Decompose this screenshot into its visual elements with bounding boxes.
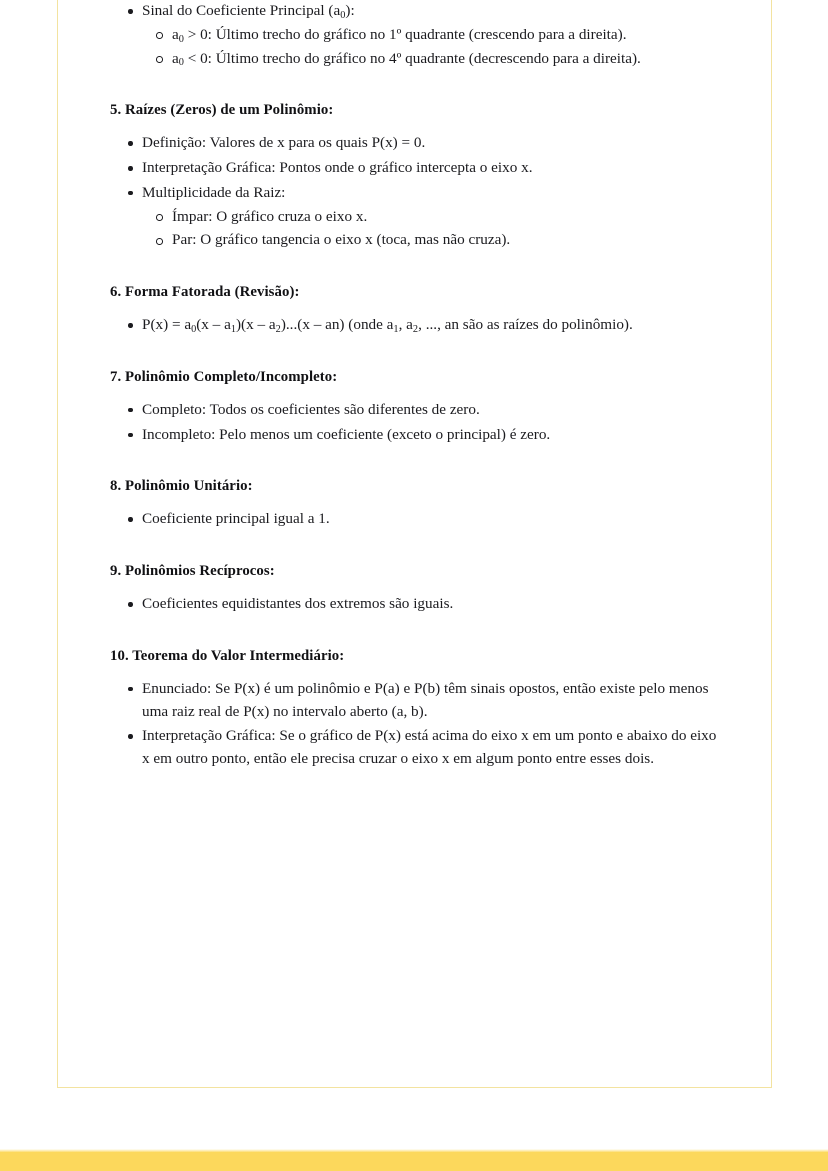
- list-item-text: Completo: Todos os coeficientes são diferentes de zero.: [142, 400, 480, 418]
- list-item-text: Coeficientes equidistantes dos extremos são iguais.: [142, 595, 454, 613]
- list-item-text: Enunciado: Se P(x) é um polinômio e P(a) e P(b) têm sinais opostos, então existe pelo menos uma raiz real de P(x) no intervalo aberto (a, b).: [142, 679, 709, 720]
- list-item-text: Interpretação Gráfica: Pontos onde o gráfico intercepta o eixo x.: [142, 159, 533, 177]
- bullet-list: [110, 132, 719, 252]
- list-item: [110, 0, 719, 70]
- bullet-list: [110, 399, 719, 447]
- sub-list-item-text: Par: O gráfico tangencia o eixo x (toca, mas não cruza).: [172, 231, 511, 249]
- section-heading: 7. Polinômio Completo/Incompleto:: [110, 368, 338, 385]
- sub-bullet-list: [142, 206, 719, 253]
- section-heading: 8. Polinômio Unitário:: [110, 478, 253, 495]
- bullet-list: [110, 678, 719, 771]
- bullet-list: [110, 508, 719, 531]
- list-item: [110, 424, 719, 447]
- sub-list-item: [142, 229, 719, 252]
- list-item: [110, 725, 719, 771]
- sub-list-item: [142, 24, 719, 47]
- list-item-text: Sinal do Coeficiente Principal $(a_0)$:: [142, 2, 355, 21]
- bullet-list: [110, 314, 719, 337]
- list-item-text: Coeficiente principal igual a 1.: [142, 510, 330, 528]
- bottom-accent-bar: [0, 1152, 828, 1171]
- sub-list-item-text: Ímpar: O gráfico cruza o eixo x.: [172, 207, 368, 225]
- bullet-list: [110, 0, 719, 70]
- list-item: [110, 678, 719, 724]
- list-item-text: Incompleto: Pelo menos um coeficiente (exceto o principal) é zero.: [142, 425, 551, 443]
- list-item: [110, 508, 719, 531]
- list-item-text: Multiplicidade da Raiz:: [142, 183, 286, 201]
- sub-list-item-text: $a_0 < 0$: Último trecho do gráfico no 4º quadrante (decrescendo para a direita).: [172, 49, 641, 69]
- document-content: [110, 0, 719, 771]
- sub-list-item-text: $a_0 > 0$: Último trecho do gráfico no 1º quadrante (crescendo para a direita).: [172, 25, 627, 45]
- sub-list-item: [142, 206, 719, 229]
- list-item-text: Interpretação Gráfica: Se o gráfico de P(x) está acima do eixo x em um ponto e abaixo do eixo x em outro ponto, então ele precisa cruzar o eixo x em algum ponto entre esses dois.: [142, 727, 717, 768]
- sub-list-item: [142, 48, 719, 71]
- list-item: [110, 399, 719, 422]
- list-item: [110, 182, 719, 252]
- list-item-text: $P(x) = a_0(x - a_1)(x - a_2)...(x - an)$ (onde $a_1$, $a_2$, ..., an são as raízes do polinômio).: [142, 316, 633, 336]
- list-item: [110, 132, 719, 155]
- section-heading: 9. Polinômios Recíprocos:: [110, 563, 275, 580]
- list-item: [110, 593, 719, 616]
- document-page-card: [57, 0, 772, 1088]
- bullet-list: [110, 593, 719, 616]
- list-item: [110, 314, 719, 337]
- sub-bullet-list: [142, 24, 719, 71]
- section-heading: 6. Forma Fatorada (Revisão):: [110, 284, 300, 301]
- list-item-text: Definição: Valores de x para os quais P(x) = 0.: [142, 134, 426, 152]
- section-heading: 10. Teorema do Valor Intermediário:: [110, 647, 345, 664]
- list-item: [110, 157, 719, 180]
- section-heading: 5. Raízes (Zeros) de um Polinômio:: [110, 102, 334, 119]
